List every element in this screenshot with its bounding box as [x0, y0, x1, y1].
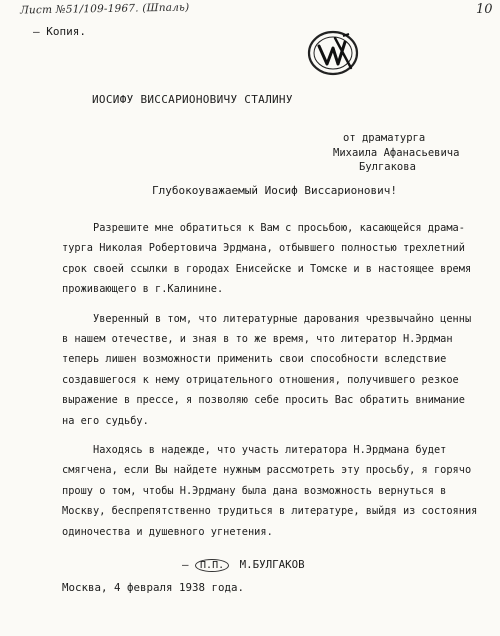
text-line: в нашем отечестве, и зная в то же время, что литератор Н.Эрдман	[62, 333, 453, 346]
text-line: проживающего в г.Калинине.	[62, 283, 224, 296]
text-line: создавшегося к нему отрицательного отношения, получившего резкое	[62, 373, 459, 386]
sender-line: Булгакова	[359, 161, 416, 173]
text-line: Москву, беспрепятственно трудиться в литературе, выйдя из состояния	[62, 505, 478, 518]
salutation: Глубокоуважаемый Иосиф Виссарионович!	[152, 184, 398, 197]
text-line: Разрешите мне обратиться к Вам с просьбою, касающейся драма-	[93, 222, 465, 234]
archive-handwritten-note: Лист №51/109-1967. (Шпаль)	[19, 1, 190, 17]
signature-seal: П.П.	[195, 559, 229, 572]
paragraph	[62, 440, 496, 542]
page-number: 10	[476, 2, 493, 17]
text-line: одиночества и душевного угнетения.	[62, 525, 273, 538]
text-line: смягчена, если Вы найдете нужным рассмотреть эту просьбу, я горячо	[62, 464, 472, 477]
text-line: турга Николая Робертовича Эрдмана, отбывшего полностью трехлетний	[62, 242, 465, 255]
signature-dash: —	[182, 558, 189, 571]
text-line: выражение в прессе, я позволяю себе просить Вас обратить внимание	[62, 394, 465, 407]
paragraph	[62, 218, 496, 300]
addressee: ИОСИФУ ВИССАРИОНОВИЧУ СТАЛИНУ	[92, 93, 293, 106]
archive-stamp-icon	[305, 28, 361, 82]
copy-mark: — Копия.	[33, 25, 86, 38]
sender-block	[333, 131, 459, 175]
text-line: Находясь в надежде, что участь литератора Н.Эрдмана будет	[93, 444, 447, 457]
text-line: на его судьбу.	[62, 414, 149, 427]
text-line: теперь лишен возможности применить свои способности вследствие	[62, 353, 447, 366]
sender-line: Михаила Афанасьевича	[333, 146, 460, 159]
paragraph	[62, 309, 496, 431]
text-line: прошу о том, чтобы Н.Эрдману была дана возможность вернуться в	[62, 484, 447, 497]
sender-line: от драматурга	[343, 132, 426, 144]
signature-line	[182, 558, 305, 572]
signature-name: М.БУЛГАКОВ	[239, 558, 305, 571]
text-line: срок своей ссылки в городах Енисейске и Томске и в настоящее время	[62, 262, 472, 275]
letter-body	[62, 218, 496, 551]
text-line: Уверенный в том, что литературные дарования чрезвычайно ценны	[93, 312, 472, 325]
date-line: Москва, 4 февраля 1938 года.	[62, 581, 245, 594]
